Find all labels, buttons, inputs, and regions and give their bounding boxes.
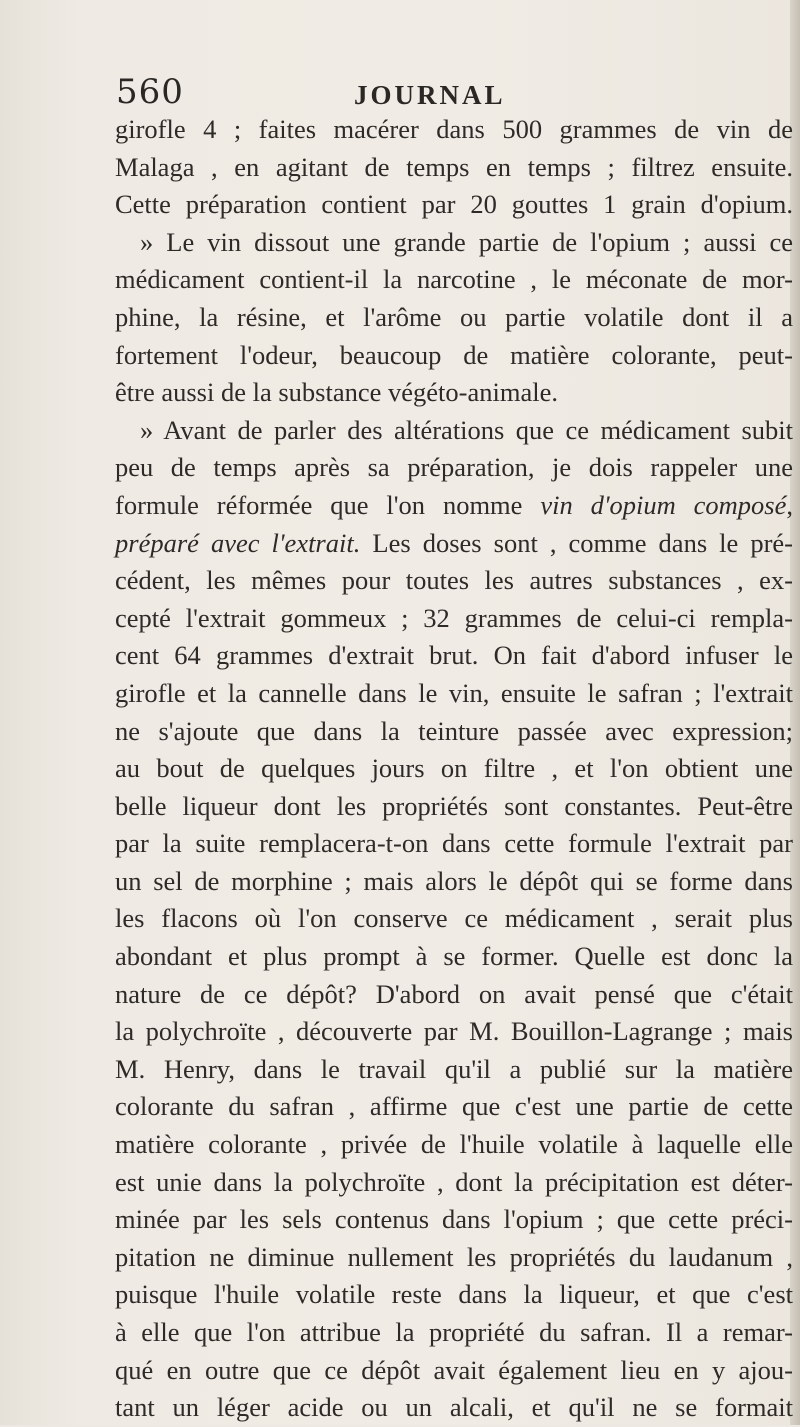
text-line: cepté l'extrait gommeux ; 32 grammes de celui-ci rempla-: [115, 602, 793, 633]
text-line: tant un léger acide ou un alcali, et qu'il ne se formait: [115, 1392, 793, 1423]
text-segment: formule réformée que l'on nomme: [115, 489, 541, 520]
text-line: cédent, les mêmes pour toutes les autres substances , ex-: [115, 565, 793, 596]
text-line: qué en outre que ce dépôt avait également lieu en y ajou-: [115, 1354, 793, 1385]
text-line: les flacons où l'on conserve ce médicament , serait plus: [115, 903, 793, 934]
text-line: girofle 4 ; faites macérer dans 500 grammes de vin de: [115, 114, 793, 144]
text-line: médicament contient-il la narcotine , le méconate de mor-: [115, 264, 793, 295]
text-line: puisque l'huile volatile reste dans la liqueur, et que c'est: [115, 1279, 793, 1310]
page-number: 560: [116, 72, 184, 112]
paragraph-end-line: être aussi de la substance végéto-animale.: [115, 377, 558, 408]
text-line: Cette préparation contient par 20 gouttes 1 grain d'opium.: [115, 189, 793, 220]
text-line: girofle et la cannelle dans le vin, ensuite le safran ; l'extrait: [115, 677, 793, 708]
text-line: ne s'ajoute que dans la teinture passée avec expression;: [115, 715, 793, 746]
paragraph-start-line: » Le vin dissout une grande partie de l'opium ; aussi ce: [140, 226, 793, 257]
text-line: au bout de quelques jours on filtre , et l'on obtient une: [115, 753, 793, 784]
page-header: [116, 72, 716, 116]
italic-term: vin d'opium composé: [540, 489, 787, 520]
paragraph-start-line: » Avant de parler des altérations que ce médicament subit: [140, 414, 793, 445]
text-line: nature de ce dépôt? D'abord on avait pensé que c'était: [115, 978, 793, 1009]
text-line: abondant et plus prompt à se former. Quelle est donc la: [115, 941, 793, 972]
text-line: la polychroïte , découverte par M. Bouillon-Lagrange ; mais: [115, 1016, 793, 1047]
text-line: [115, 525, 793, 563]
running-head: JOURNAL: [354, 80, 506, 110]
text-line: colorante du safran , affirme que c'est une partie de cette: [115, 1091, 793, 1122]
italic-term: préparé avec l'extrait.: [115, 527, 361, 558]
text-segment: Les doses sont , comme dans le pré-: [360, 527, 794, 558]
text-line: Malaga , en agitant de temps en temps ; filtrez ensuite.: [115, 151, 793, 182]
text-line: matière colorante , privée de l'huile volatile à laquelle elle: [115, 1129, 793, 1160]
text-line: à elle que l'on attribue la propriété du safran. Il a remar-: [115, 1317, 793, 1347]
text-line: est unie dans la polychroïte , dont la précipitation est déter-: [115, 1166, 793, 1197]
text-line: phine, la résine, et l'arôme ou partie volatile dont il a: [115, 301, 793, 332]
text-line: M. Henry, dans le travail qu'il a publié sur la matière: [115, 1053, 793, 1084]
text-line: un sel de morphine ; mais alors le dépôt qui se forme dans: [115, 865, 793, 896]
text-line: cent 64 grammes d'extrait brut. On fait d'abord infuser le: [115, 640, 793, 671]
text-line: par la suite remplacera-t-on dans cette formule l'extrait par: [115, 828, 793, 859]
body-text: [115, 111, 793, 1427]
text-segment: ,: [786, 489, 793, 520]
text-line: [115, 487, 793, 525]
text-line: pitation ne diminue nullement les propriétés du laudanum ,: [115, 1241, 793, 1272]
text-line: minée par les sels contenus dans l'opium ; que cette préci-: [115, 1204, 793, 1235]
text-line: belle liqueur dont les propriétés sont constantes. Peut-être: [115, 790, 793, 821]
text-line: peu de temps après sa préparation, je dois rappeler une: [115, 452, 793, 483]
text-line: fortement l'odeur, beaucoup de matière colorante, peut-: [115, 339, 793, 370]
